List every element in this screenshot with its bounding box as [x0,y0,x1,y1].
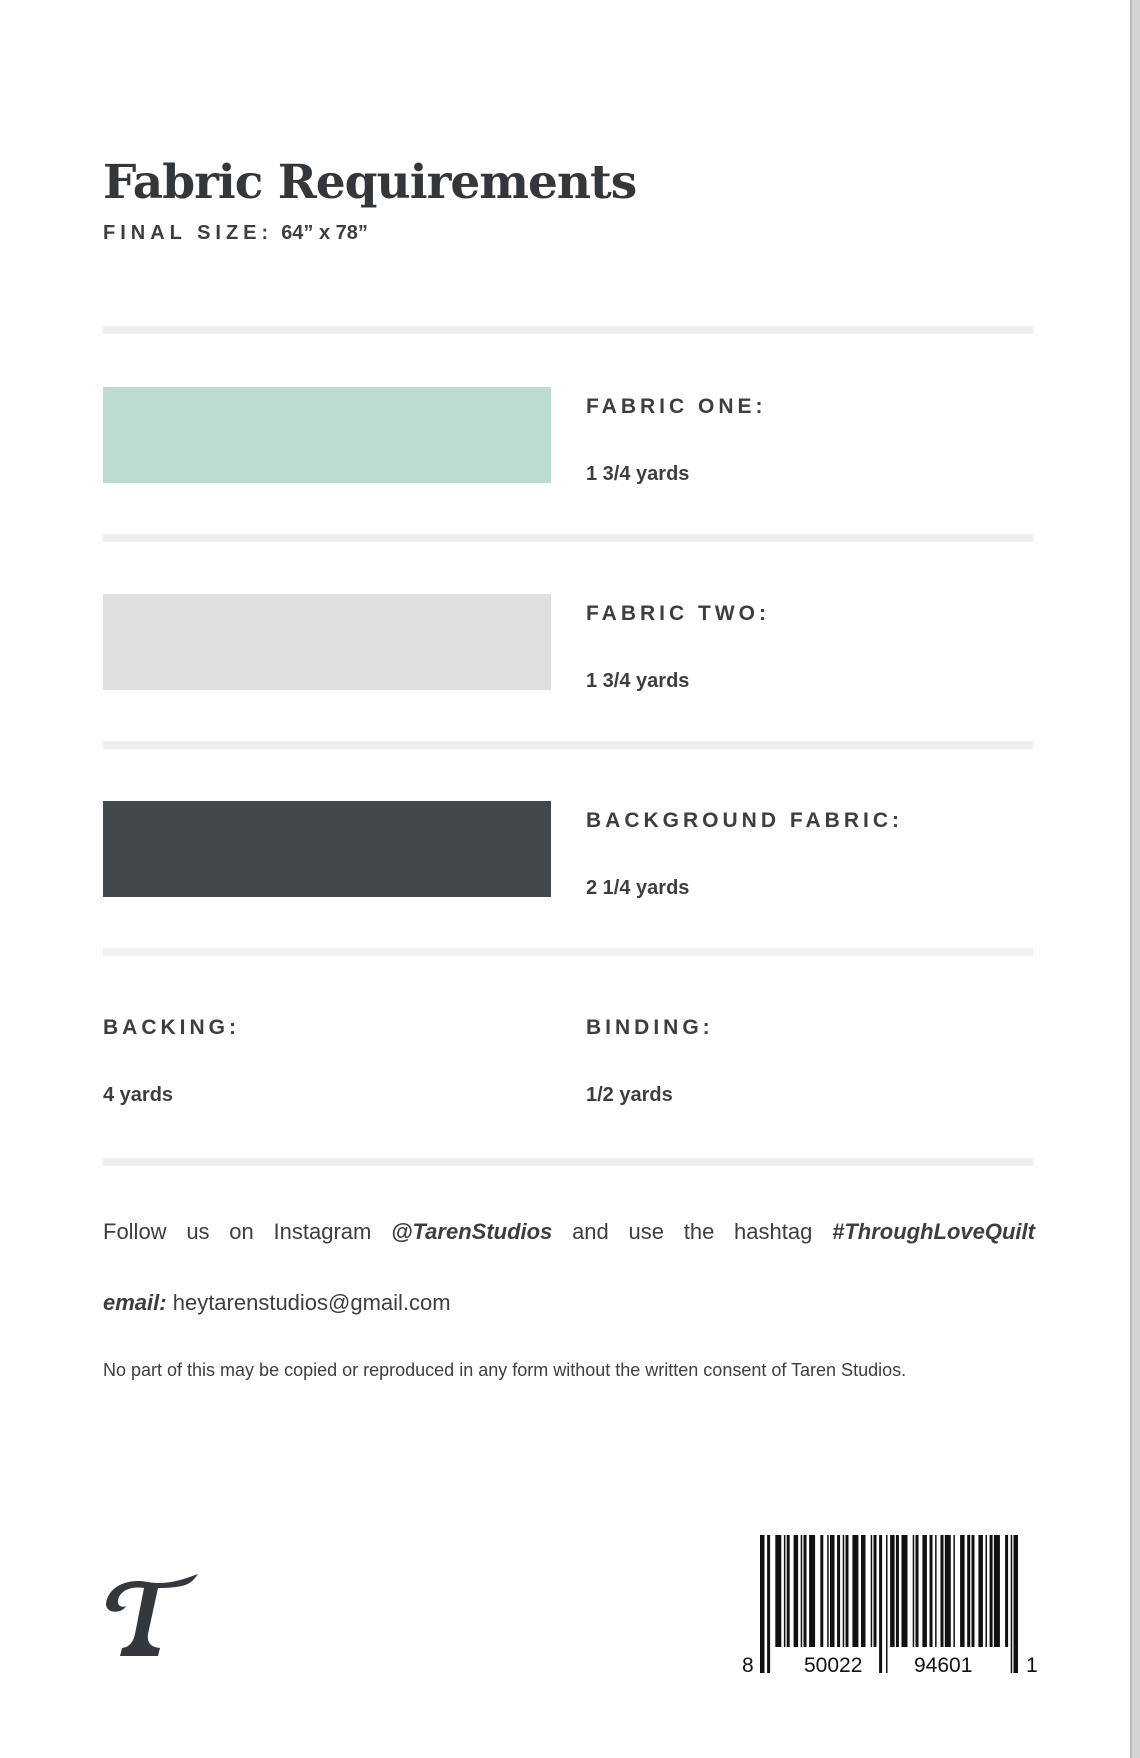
email-line [103,1290,451,1316]
follow-prefix: Follow us on Instagram [103,1219,372,1244]
page-edge [1130,0,1140,1758]
instagram-handle[interactable]: @TarenStudios [391,1219,553,1244]
email-label: email: [103,1290,167,1315]
barcode-digit-first: 8 [742,1654,754,1677]
divider [103,741,1033,749]
background-fabric-amount: 2 1/4 yards [586,877,690,899]
background-fabric-swatch [103,801,551,897]
divider [103,1158,1033,1166]
backing-amount: 4 yards [103,1084,174,1106]
divider [103,534,1033,542]
taren-studios-logo-icon [102,1572,202,1658]
fabric-one-amount: 1 3/4 yards [586,463,690,485]
barcode [738,1535,1038,1685]
hashtag[interactable]: #ThroughLoveQuilt [832,1219,1035,1244]
backing-label: BACKING: [103,1016,240,1039]
barcode-digits-right: 94601 [914,1654,973,1677]
fabric-one-label: FABRIC ONE: [586,395,767,418]
instagram-follow-text [103,1219,1035,1245]
divider [103,948,1033,956]
final-size-value: 64” x 78” [281,222,368,244]
final-size-label: FINAL SIZE: [103,222,274,244]
page-title: Fabric Requirements [103,155,637,210]
follow-middle: and use the hashtag [572,1219,813,1244]
binding-label: BINDING: [586,1016,714,1039]
copyright-notice: No part of this may be copied or reproduced in any form without the written consent of Taren Studios. [103,1360,907,1380]
barcode-digit-last: 1 [1026,1654,1038,1677]
barcode-digits-left: 50022 [804,1654,863,1677]
fabric-one-swatch [103,387,551,483]
divider [103,326,1033,334]
fabric-two-amount: 1 3/4 yards [586,670,690,692]
background-fabric-label: BACKGROUND FABRIC: [586,809,903,832]
fabric-two-swatch [103,594,551,690]
fabric-two-label: FABRIC TWO: [586,602,770,625]
final-size [103,222,368,245]
email-address[interactable]: heytarenstudios@gmail.com [172,1290,451,1315]
binding-amount: 1/2 yards [586,1084,673,1106]
